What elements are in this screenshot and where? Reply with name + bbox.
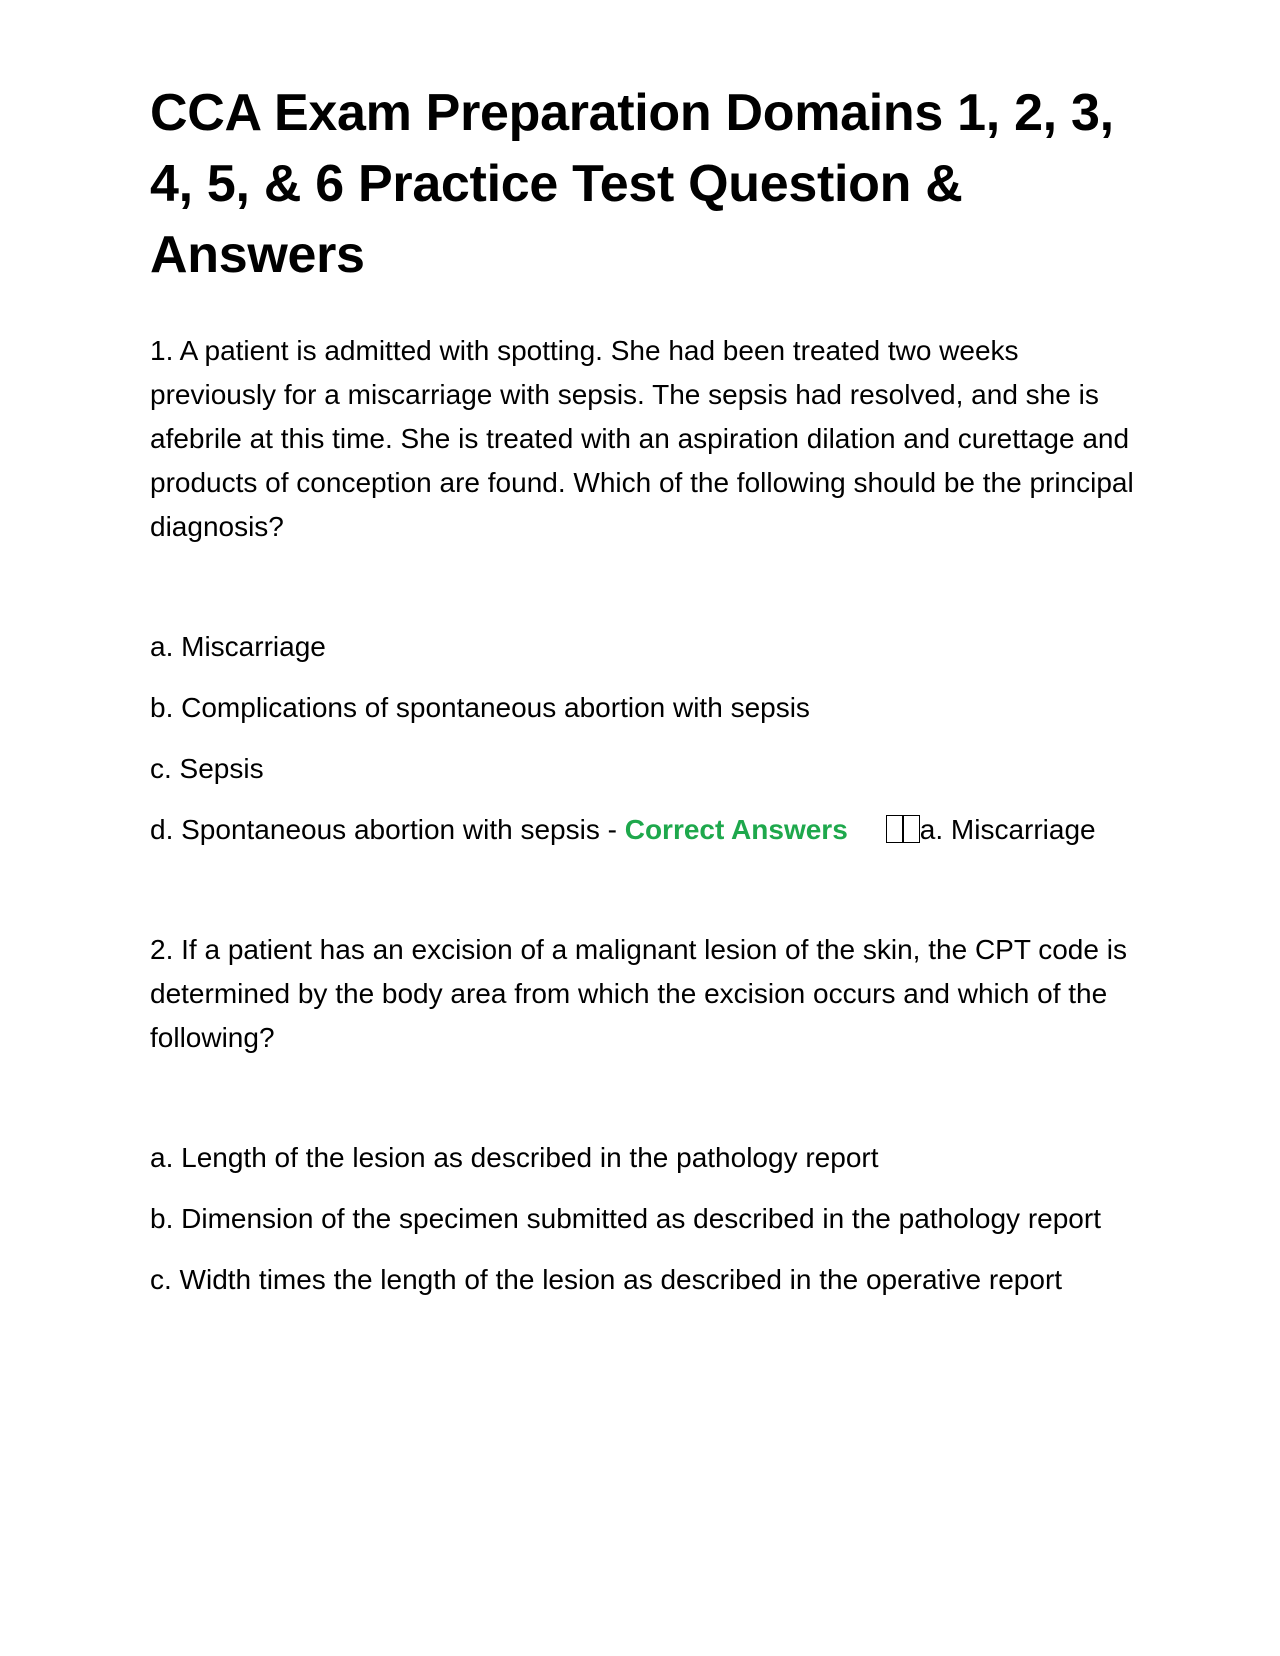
- question-1-option-c: c. Sepsis: [150, 753, 264, 784]
- missing-glyph-icon: [903, 815, 920, 843]
- question-1-option-b: b. Complications of spontaneous abortion with sepsis: [150, 692, 810, 723]
- question-2-option-b: b. Dimension of the specimen submitted as described in the pathology report: [150, 1203, 1101, 1234]
- question-1-option-d-text: d. Spontaneous abortion with sepsis -: [150, 814, 625, 845]
- missing-glyph-icon: [886, 815, 903, 843]
- document-body: [150, 78, 1140, 1302]
- question-2-option-a: a. Length of the lesion as described in the pathology report: [150, 1142, 879, 1173]
- question-1-answer: a. Miscarriage: [919, 814, 1096, 845]
- question-1-text: 1. A patient is admitted with spotting. She had been treated two weeks previously for a miscarriage with sepsis. The sepsis had resolved, and she is afebrile at this time. She is treated with an aspiration dilation and curettage and products of conception are found. Which of the following should be the principal diagnosis?: [150, 335, 1134, 542]
- question-2-text: 2. If a patient has an excision of a malignant lesion of the skin, the CPT code is determined by the body area from which the excision occurs and which of the following?: [150, 934, 1127, 1053]
- question-2-option-c: c. Width times the length of the lesion as described in the operative report: [150, 1264, 1063, 1295]
- document-title: CCA Exam Preparation Domains 1, 2, 3, 4, 5, & 6 Practice Test Question & Answers: [150, 84, 1114, 284]
- question-1-option-a: a. Miscarriage: [150, 631, 326, 662]
- question-1-option-d: [150, 808, 1140, 852]
- correct-answers-label: Correct Answers: [624, 814, 848, 845]
